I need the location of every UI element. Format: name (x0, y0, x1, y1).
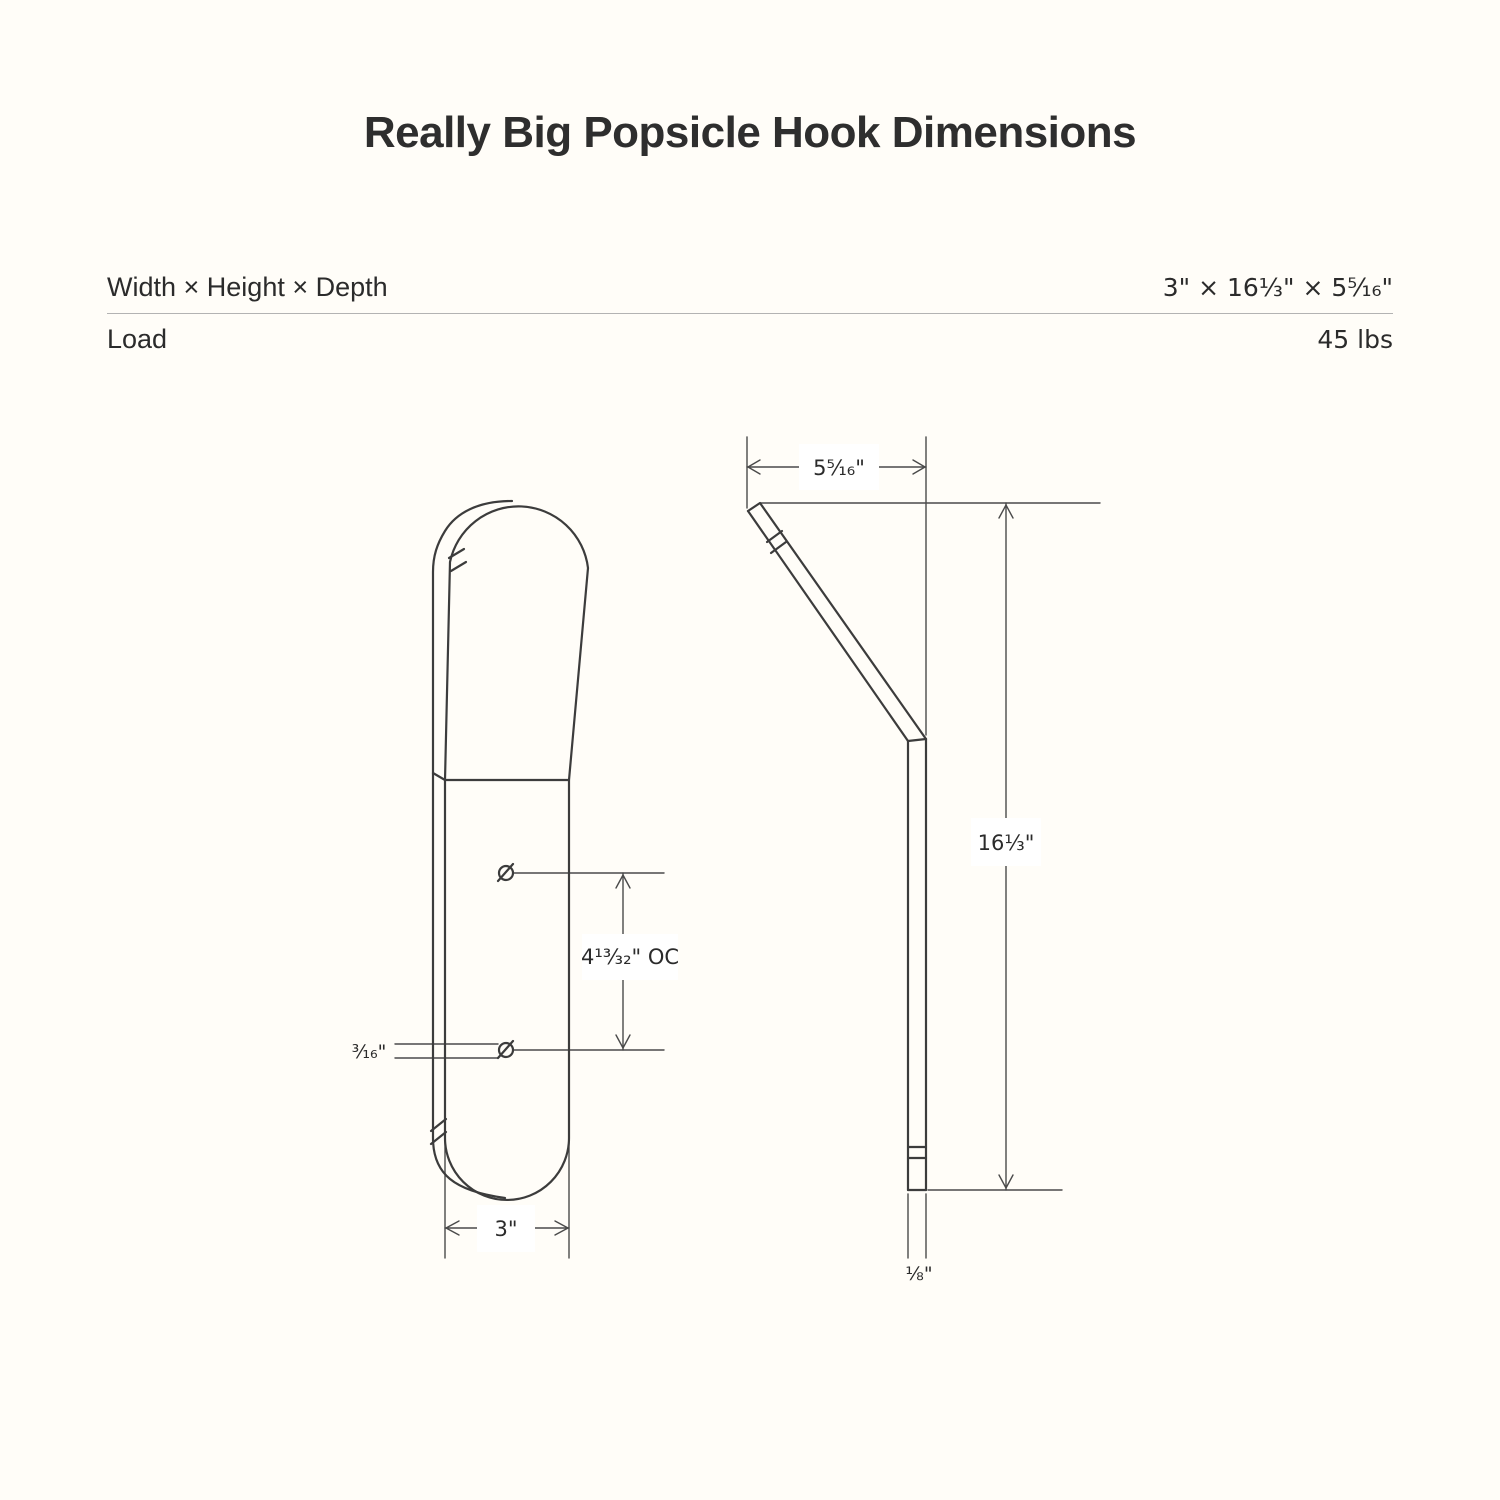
spec-label-dimensions: Width × Height × Depth (107, 272, 388, 302)
width-dimension-label: 3" (494, 1217, 518, 1241)
front-view-drawing (352, 501, 679, 1258)
side-view-outline (748, 503, 926, 1190)
height-dimension-label: 16⅓" (977, 831, 1035, 855)
side-view-drawing (747, 437, 1100, 1285)
screw-hole-top (498, 864, 513, 881)
page-title: Really Big Popsicle Hook Dimensions (363, 108, 1137, 157)
hole-diameter-label: ³⁄₁₆" (351, 1041, 387, 1063)
front-view-dimension-lines (395, 873, 664, 1258)
depth-dimension-label: 5⁵⁄₁₆" (813, 456, 865, 480)
screw-hole-bottom (498, 1041, 513, 1058)
spec-label-load: Load (107, 324, 168, 354)
hole-spacing-label: 4¹³⁄₃₂" OC (580, 945, 680, 969)
spec-value-dimensions: 3" × 16⅓" × 5⁵⁄₁₆" (1162, 273, 1393, 302)
front-view-outline (431, 501, 588, 1200)
thickness-dimension-label: ⅛" (905, 1263, 933, 1285)
spec-value-load: 45 lbs (1317, 325, 1393, 354)
